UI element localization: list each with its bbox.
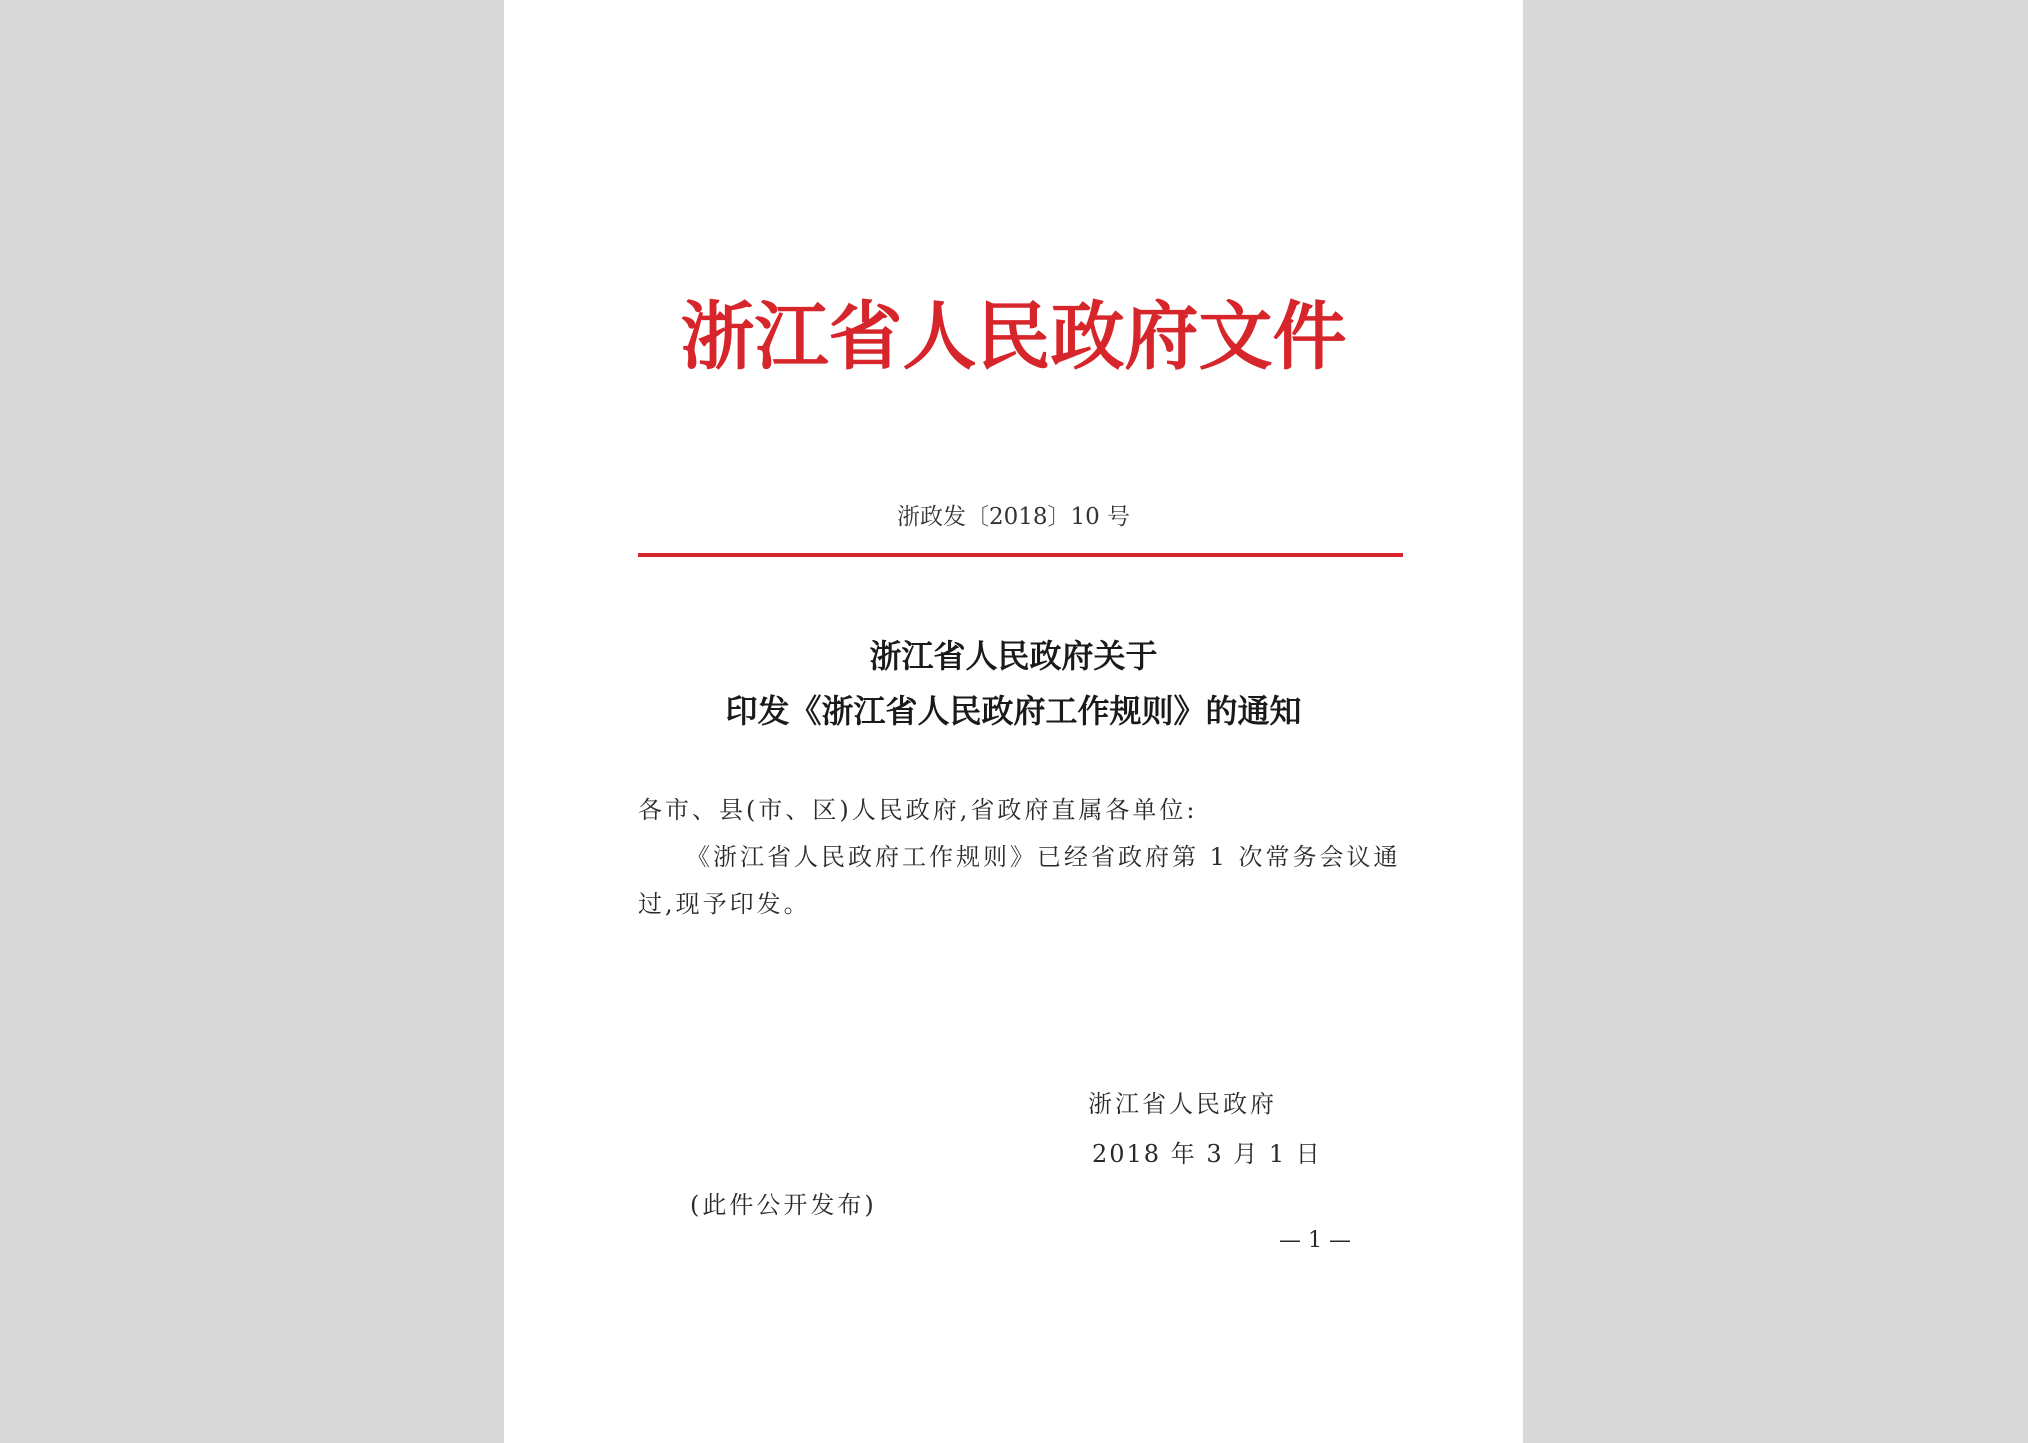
document-page — [504, 0, 1523, 1443]
publish-note: (此件公开发布) — [690, 1191, 877, 1219]
issue-date: 2018 年 3 月 1 日 — [1092, 1140, 1322, 1168]
salutation: 各市、县(市、区)人民政府,省政府直属各单位: — [638, 796, 1198, 824]
red-separator-rule — [638, 553, 1403, 557]
body-paragraph-line-1: 《浙江省人民政府工作规则》已经省政府第 1 次常务会议通 — [686, 843, 1401, 871]
signatory: 浙江省人民政府 — [1088, 1090, 1277, 1118]
body-paragraph-line-2: 过,现予印发。 — [638, 890, 811, 918]
notice-title-line-2: 印发《浙江省人民政府工作规则》的通知 — [725, 692, 1302, 730]
page-number: — 1 — — [1279, 1228, 1351, 1253]
masthead-title: 浙江省人民政府文件 — [680, 294, 1347, 380]
notice-title-line-1: 浙江省人民政府关于 — [869, 637, 1158, 675]
document-number: 浙政发〔2018〕10 号 — [896, 504, 1131, 530]
